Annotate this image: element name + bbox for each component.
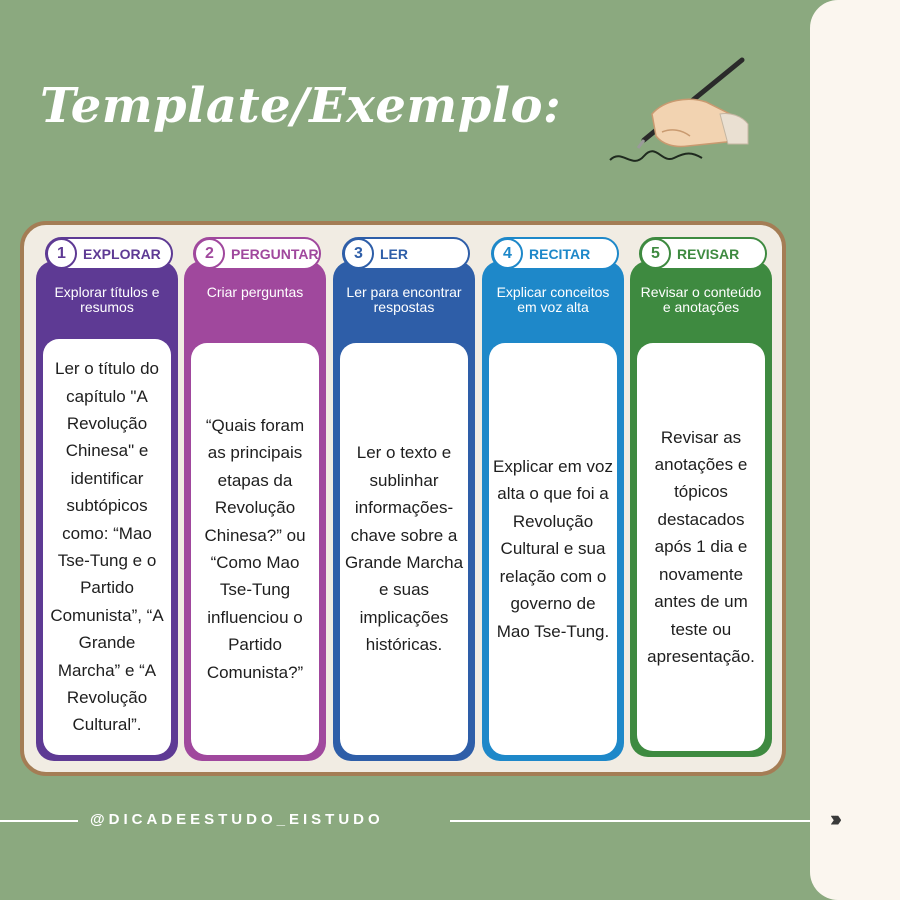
step-number: 4 [492,238,523,269]
step-card-explorar [36,261,178,761]
step-example-text: Explicar em voz alta o que foi a Revolução Cultural e sua relação com o governo de Mao Tse-Tung. [493,457,613,641]
step-example-box [191,343,319,755]
step-number: 2 [194,238,225,269]
footer-divider-left [0,820,78,822]
step-card-perguntar [184,261,326,761]
side-panel [810,0,900,900]
step-example-text: Ler o texto e sublinhar informações-chave sobre a Grande Marcha e suas implicações históricas. [344,443,464,655]
step-number: 5 [640,238,671,269]
step-description: Explicar conceitos em voz alta [496,284,610,315]
step-number: 1 [46,238,77,269]
step-label: PERGUNTAR [231,245,319,262]
step-badge-ler [342,237,470,270]
step-description: Ler para encontrar respostas [346,284,462,315]
footer-handle: @DICADEESTUDO_EISTUDO [90,811,384,828]
step-example-box [489,343,617,755]
step-description: Revisar o conteúdo e anotações [640,284,762,315]
step-card-ler [333,261,475,761]
step-description: Criar perguntas [206,284,304,300]
step-example-box [43,339,171,755]
step-label: EXPLORAR [83,245,161,262]
step-number: 3 [343,238,374,269]
footer-divider-right [450,820,810,822]
step-badge-perguntar [193,237,321,270]
step-card-recitar [482,261,624,761]
step-label: LER [380,245,408,262]
step-card-revisar [630,261,772,757]
step-badge-recitar [491,237,619,270]
step-label: REVISAR [677,245,740,262]
page-title: Template/Exemplo: [40,78,562,134]
step-badge-revisar [639,237,767,270]
step-badge-explorar [45,237,173,270]
step-example-text: “Quais foram as principais etapas da Revolução Chinesa?” ou “Como Mao Tse-Tung influenciou o Partido Comunista?” [204,415,306,682]
step-description: Explorar títulos e resumos [54,284,160,315]
next-arrow-icon[interactable]: ››› [830,806,837,831]
step-example-box [637,343,765,751]
step-label: RECITAR [529,245,591,262]
step-example-box [340,343,468,755]
hand-writing-icon [602,52,752,177]
step-example-text: Ler o título do capítulo "A Revolução Chinesa" e identificar subtópicos como: “Mao Tse-Tung e o Partido Comunista”, “A Grande Marcha” e “A Revolução Cultural”. [50,359,164,735]
step-example-text: Revisar as anotações e tópicos destacados após 1 dia e novamente antes de um teste ou apresentação. [647,427,755,666]
